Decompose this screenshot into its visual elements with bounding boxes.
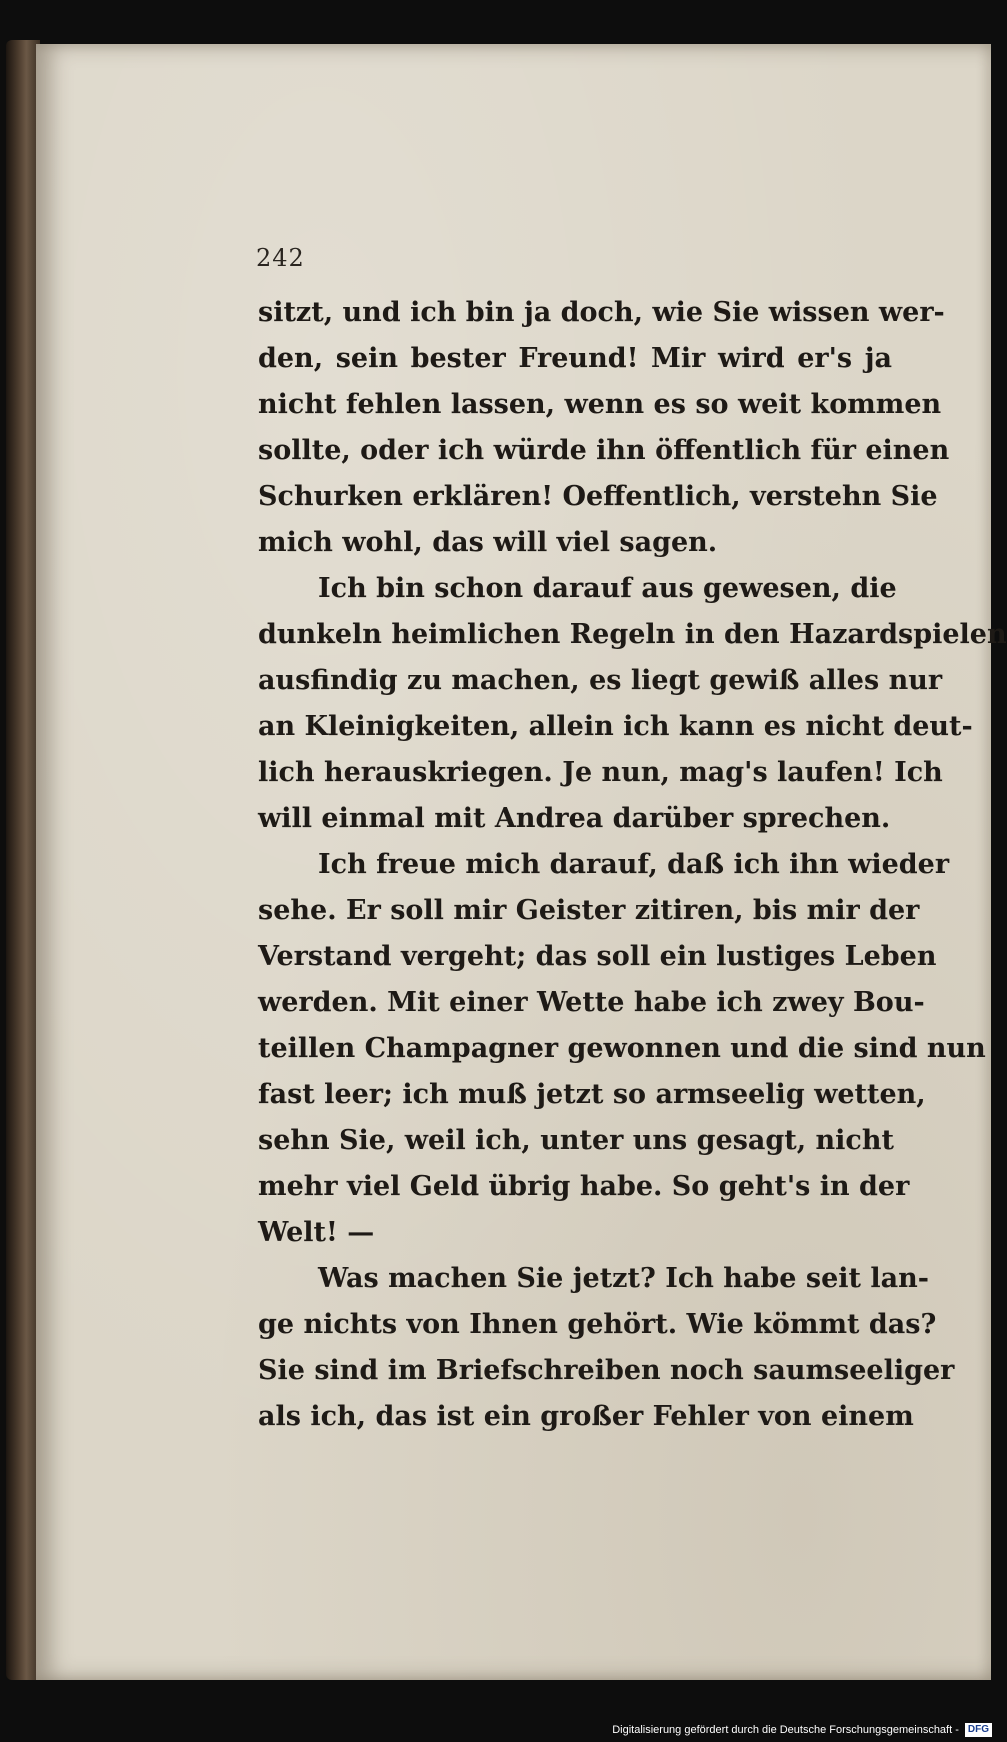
text-line: Verstand vergeht; das soll ein lustiges Leben [258, 941, 937, 972]
text-line: Welt! — [258, 1217, 375, 1248]
text-line: lich herauskriegen. Je nun, mag's laufen! Ich [258, 757, 943, 788]
footer-credit [612, 1723, 992, 1737]
text-line: dunkeln heimlichen Regeln in den Hazardspielen [258, 619, 1007, 650]
text-line: fast leer; ich muß jetzt so armseelig wetten, [258, 1079, 926, 1110]
text-line: ausfindig zu machen, es liegt gewiß alles nur [258, 665, 943, 696]
text-line: sollte, oder ich würde ihn öffentlich für einen [258, 435, 950, 466]
text-line: Sie sind im Briefschreiben noch saumseeliger [258, 1355, 955, 1386]
text-line: Ich bin schon darauf aus gewesen, die [318, 573, 897, 604]
text-line: als ich, das ist ein großer Fehler von einem [258, 1401, 914, 1432]
book-edge [6, 40, 40, 1680]
text-line: sehe. Er soll mir Geister zitiren, bis mir der [258, 895, 920, 926]
text-line: Ich freue mich darauf, daß ich ihn wieder [318, 849, 950, 880]
text-line: sehn Sie, weil ich, unter uns gesagt, nicht [258, 1125, 894, 1156]
text-line: mich wohl, das will viel sagen. [258, 527, 718, 558]
book-page [36, 44, 1007, 1680]
page-number: 242 [256, 244, 305, 272]
text-line: den, sein bester Freund! Mir wird er's ja [258, 343, 892, 374]
page-text [258, 290, 1007, 1440]
text-line: Was machen Sie jetzt? Ich habe seit lan- [318, 1263, 929, 1294]
text-line: an Kleinigkeiten, allein ich kann es nicht deut- [258, 711, 973, 742]
text-line: will einmal mit Andrea darüber sprechen. [258, 803, 891, 834]
text-line: mehr viel Geld übrig habe. So geht's in der [258, 1171, 910, 1202]
funding-credit-text: Digitalisierung gefördert durch die Deutsche Forschungsgemeinschaft - [612, 1724, 959, 1736]
text-line: werden. Mit einer Wette habe ich zwey Bou- [258, 987, 925, 1018]
text-line: sitzt, und ich bin ja doch, wie Sie wissen wer- [258, 297, 945, 328]
text-line: Schurken erklären! Oeffentlich, verstehn Sie [258, 481, 938, 512]
dfg-logo: DFG [965, 1723, 992, 1737]
text-line: nicht fehlen lassen, wenn es so weit kommen [258, 389, 942, 420]
text-line: ge nichts von Ihnen gehört. Wie kömmt das? [258, 1309, 937, 1340]
text-line: teillen Champagner gewonnen und die sind nun [258, 1033, 986, 1064]
